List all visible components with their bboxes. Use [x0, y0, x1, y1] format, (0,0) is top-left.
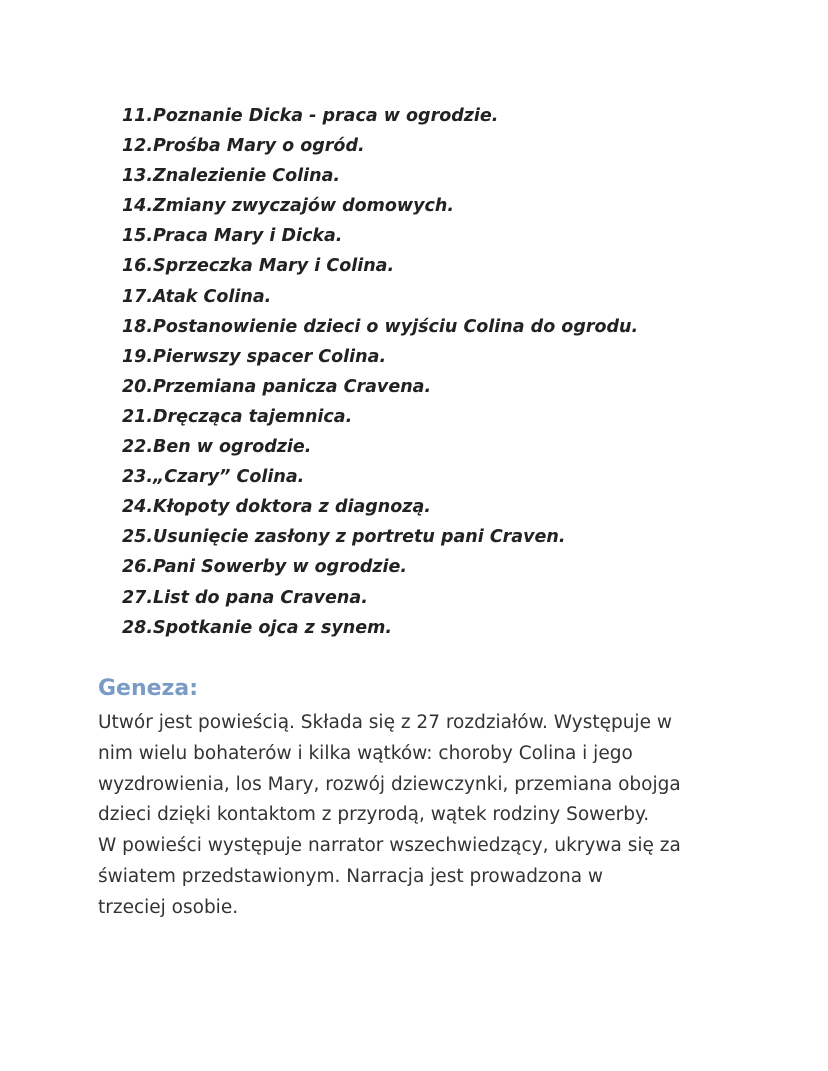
section-heading-geneza: Geneza: — [98, 676, 199, 701]
list-item: 21.Dręcząca tajemnica. — [122, 406, 353, 427]
list-item: 22.Ben w ogrodzie. — [122, 437, 312, 458]
list-item: 26.Pani Sowerby w ogrodzie. — [122, 557, 408, 578]
list-item: 20.Przemiana panicza Cravena. — [122, 376, 432, 397]
list-item: 27.List do pana Cravena. — [122, 587, 368, 608]
list-item: 13.Znalezienie Colina. — [122, 166, 341, 187]
paragraph-line: światem przedstawionym. Narracja jest prowadzona w — [98, 865, 604, 887]
paragraph-line: nim wielu bohaterów i kilka wątków: choroby Colina i jego — [98, 742, 633, 764]
list-item: 24.Kłopoty doktora z diagnozą. — [122, 497, 431, 518]
list-item: 28.Spotkanie ojca z synem. — [122, 617, 392, 638]
chapter-list — [122, 101, 638, 643]
paragraph-line: W powieści występuje narrator wszechwiedzący, ukrywa się za — [98, 835, 681, 857]
list-item: 19.Pierwszy spacer Colina. — [122, 346, 387, 367]
list-item: 18.Postanowienie dzieci o wyjściu Colina do ogrodu. — [122, 316, 639, 337]
paragraph-line: trzeciej osobie. — [98, 896, 239, 918]
paragraph-line: dzieci dzięki kontaktom z przyrodą, wątek rodziny Sowerby. — [98, 804, 650, 826]
list-item: 11.Poznanie Dicka - praca w ogrodzie. — [122, 106, 499, 126]
list-item: 17.Atak Colina. — [122, 286, 272, 307]
geneza-paragraph — [98, 708, 681, 924]
paragraph-line: wyzdrowienia, los Mary, rozwój dziewczynki, przemiana obojga — [98, 773, 681, 795]
list-item: 15.Praca Mary i Dicka. — [122, 226, 343, 247]
list-item: 25.Usunięcie zasłony z portretu pani Craven. — [122, 527, 566, 548]
paragraph-line: Utwór jest powieścią. Składa się z 27 rozdziałów. Występuje w — [98, 712, 672, 733]
list-item: 12.Prośba Mary o ogród. — [122, 136, 365, 157]
list-item: 23.„Czary” Colina. — [122, 467, 305, 488]
list-item: 16.Sprzeczka Mary i Colina. — [122, 256, 395, 277]
list-item: 14.Zmiany zwyczajów domowych. — [122, 196, 454, 217]
